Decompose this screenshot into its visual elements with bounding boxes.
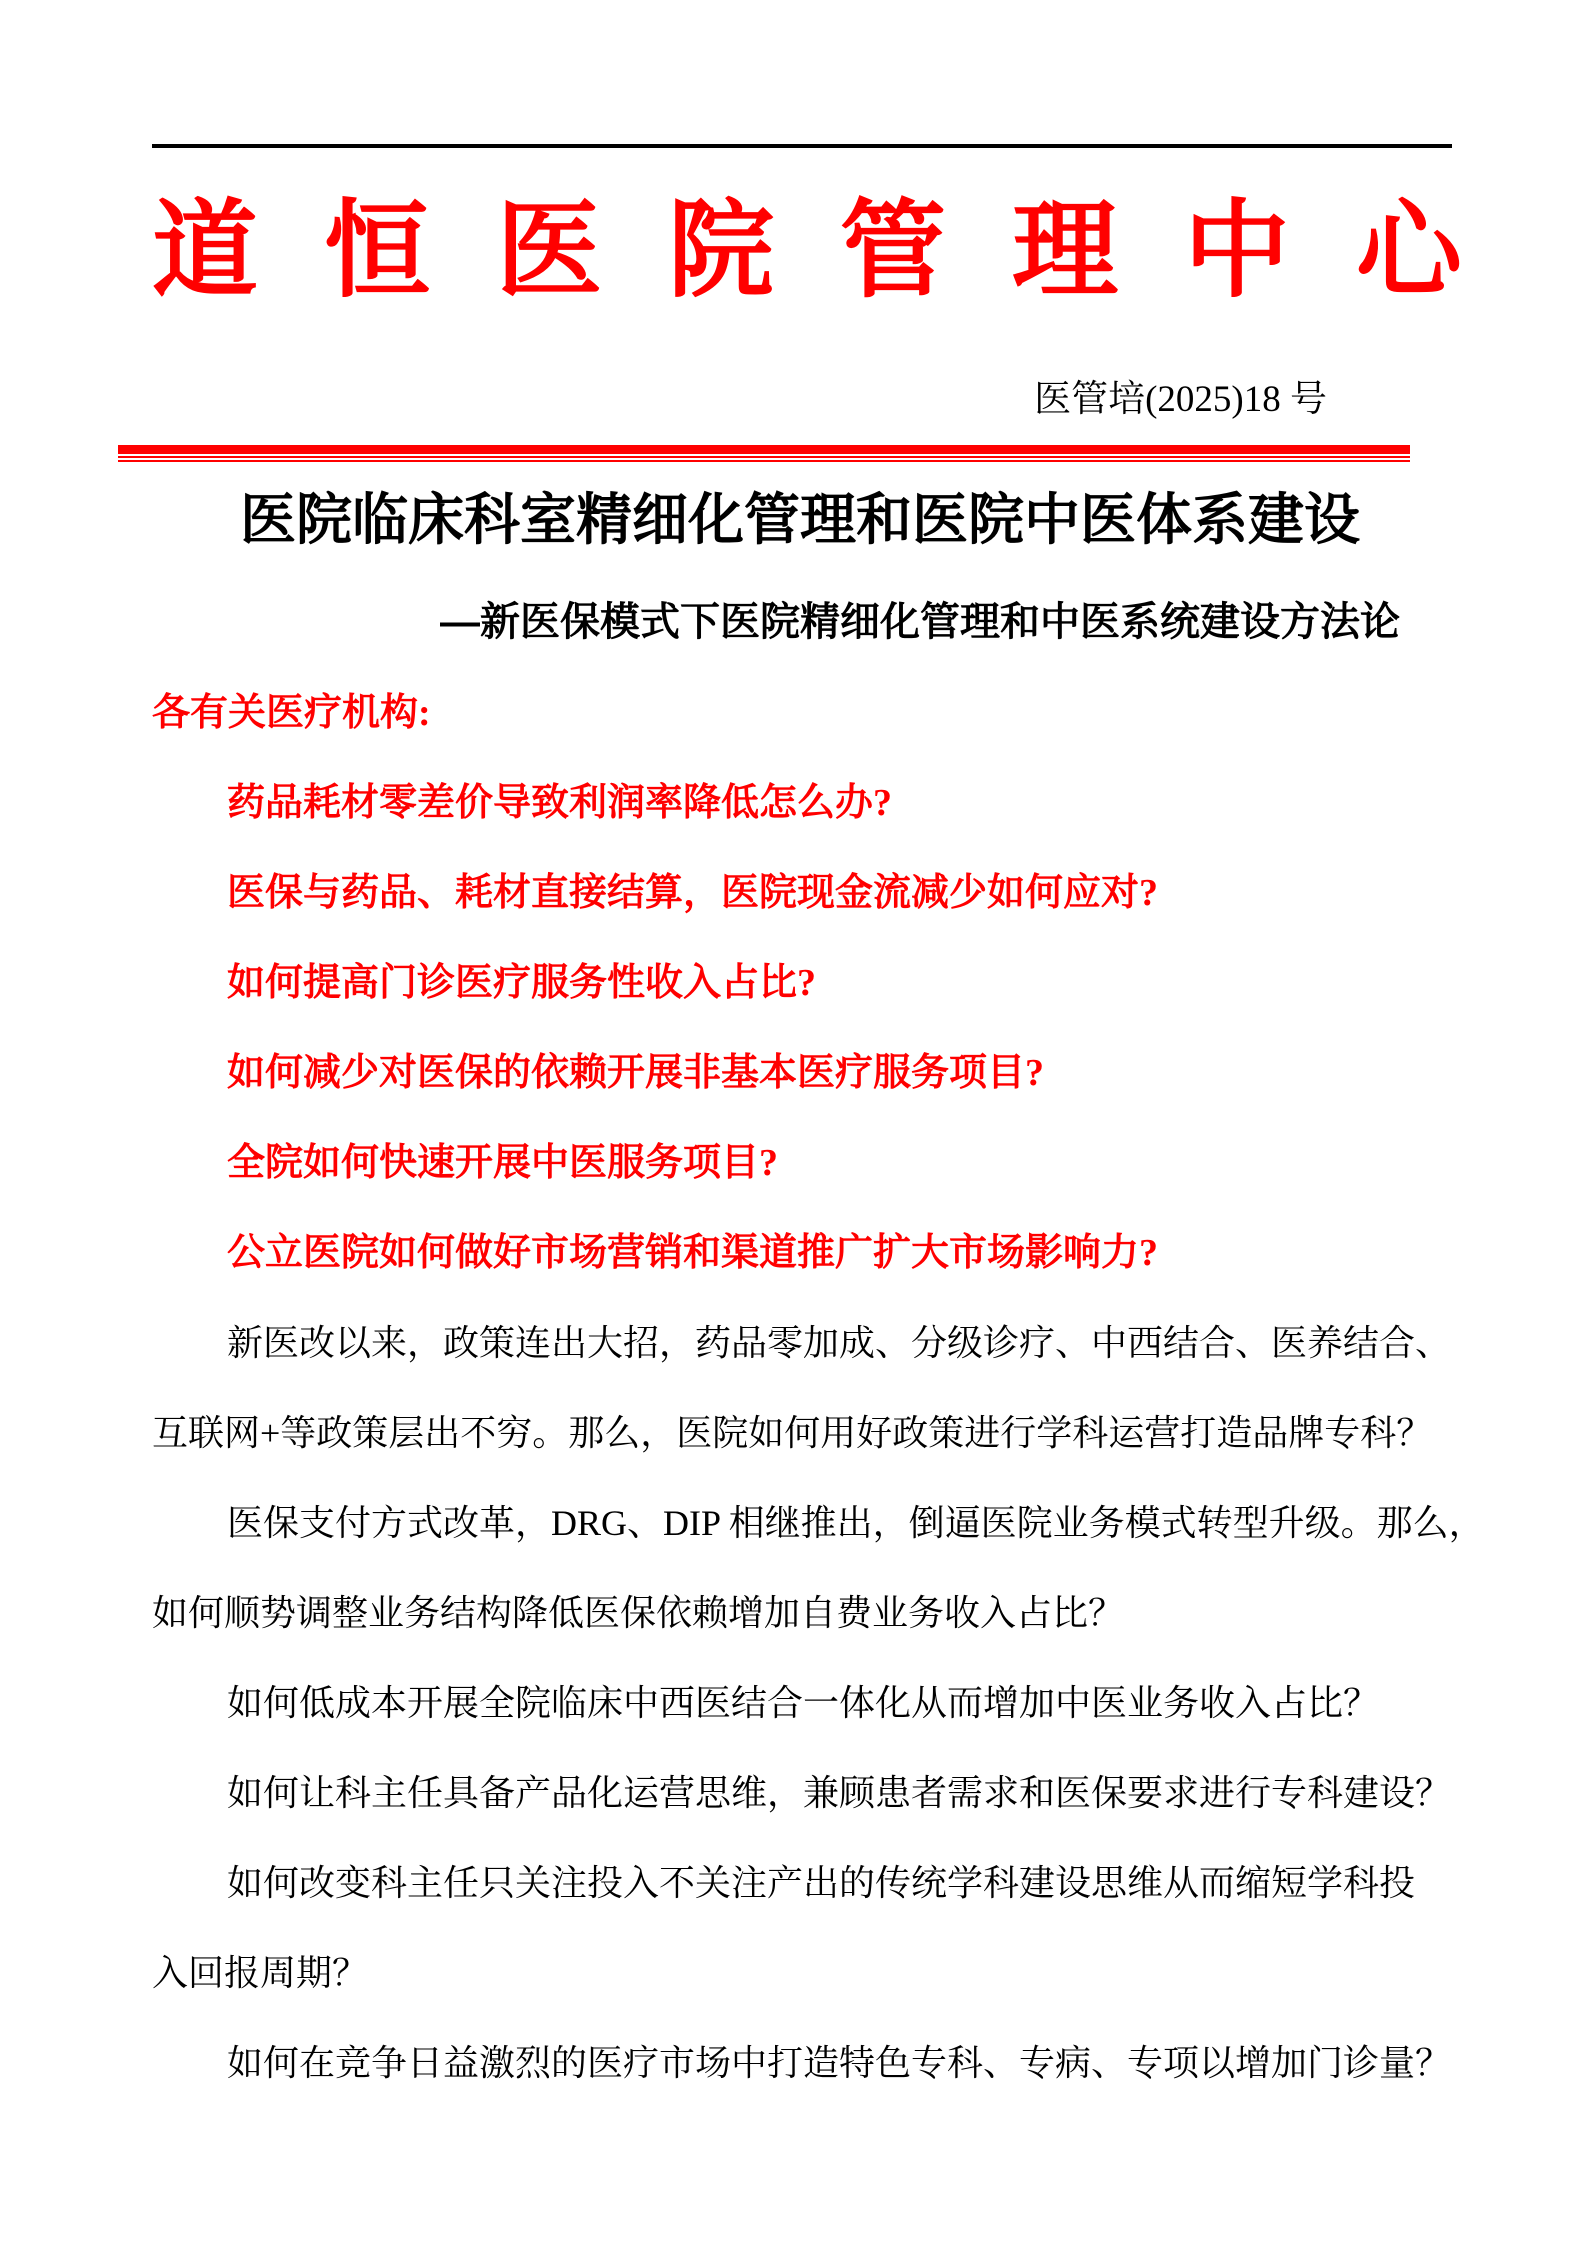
- question-line: 如何减少对医保的依赖开展非基本医疗服务项目?: [227, 1052, 1045, 1094]
- body-line: 如何让科主任具备产品化运营思维，兼顾患者需求和医保要求进行专科建设？: [227, 1773, 1452, 1813]
- question-line: 药品耗材零差价导致利润率降低怎么办?: [227, 782, 893, 824]
- document-number: 医管培(2025)18 号: [1034, 379, 1327, 420]
- body-line: 医保支付方式改革，DRG、DIP 相继推出，倒逼医院业务模式转型升级。那么，: [227, 1503, 1485, 1543]
- body-line: 如何顺势调整业务结构降低医保依赖增加自费业务收入占比？: [152, 1593, 1125, 1633]
- top-divider: [152, 144, 1452, 148]
- page-subtitle-row: [152, 596, 1448, 648]
- body-line: 如何低成本开展全院临床中西医结合一体化从而增加中医业务收入占比？: [227, 1683, 1380, 1723]
- red-divider-thin-line: [118, 460, 1410, 462]
- question-line: 全院如何快速开展中医服务项目?: [227, 1142, 779, 1184]
- document-body: [152, 668, 1485, 2108]
- page-subtitle: —新医保模式下医院精细化管理和中医系统建设方法论: [440, 600, 1400, 644]
- body-line: 新医改以来，政策连出大招，药品零加成、分级诊疗、中西结合、医养结合、: [227, 1323, 1452, 1363]
- red-divider-thick-line: [118, 445, 1410, 454]
- body-line: 如何改变科主任只关注投入不关注产出的传统学科建设思维从而缩短学科投: [227, 1863, 1416, 1903]
- page-title: 医院临床科室精细化管理和医院中医体系建设: [240, 488, 1360, 551]
- letterhead-title: 道恒医院管理中心: [152, 192, 1528, 310]
- body-line: 如何在竞争日益激烈的医疗市场中打造特色专科、专病、专项以增加门诊量？: [227, 2043, 1452, 2083]
- document-number-row: [152, 378, 1448, 422]
- body-line: 入回报周期？: [152, 1953, 369, 1993]
- question-line: 如何提高门诊医疗服务性收入占比?: [227, 962, 817, 1004]
- body-line: 互联网+等政策层出不穷。那么，医院如何用好政策进行学科运营打造品牌专科？: [152, 1413, 1433, 1453]
- question-line: 医保与药品、耗材直接结算，医院现金流减少如何应对?: [227, 872, 1159, 914]
- red-divider: [118, 445, 1410, 462]
- salutation-line: 各有关医疗机构:: [152, 692, 431, 734]
- question-line: 公立医院如何做好市场营销和渠道推广扩大市场影响力?: [227, 1232, 1159, 1274]
